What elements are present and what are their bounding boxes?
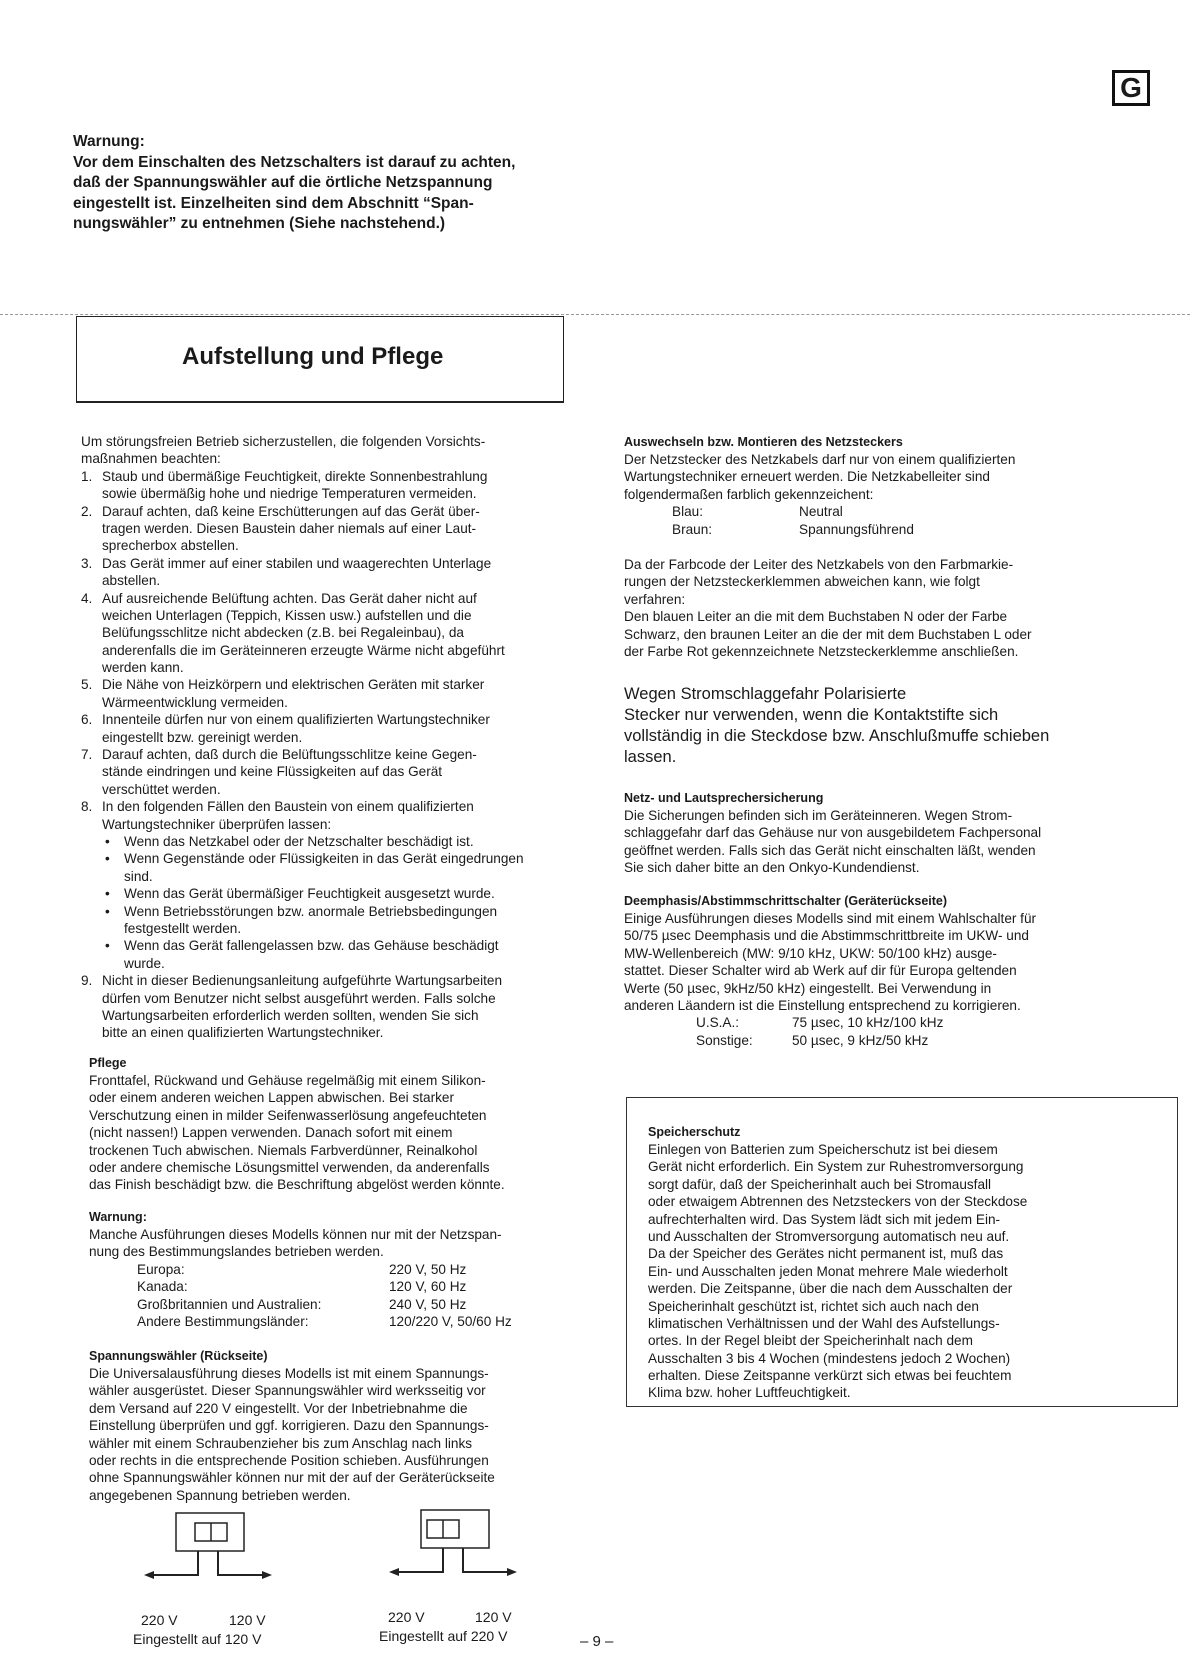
spannung-section [89,1347,495,1504]
line-text: Das Gerät immer auf einer stabilen und waagerechten Unterlage [102,555,492,571]
line-text: Wartungsarbeiten erforderlich werden sollten, wenden Sie sich [102,1007,479,1023]
list-number: 3. [81,555,93,571]
line-text: Nicht in dieser Bedienungsanleitung aufgeführte Wartungsarbeiten [102,973,503,989]
warnung-text [89,1226,502,1261]
line-text: 50/75 µsec Deemphasis und die Abstimmschrittbreite im UKW- und [624,928,1029,944]
text-line [89,1382,486,1399]
color-table [624,503,914,538]
color-row-label: Braun: [672,521,713,537]
line-text: Darauf achten, daß durch die Belüftungsschlitze keine Gegen- [102,747,477,763]
text-line [89,1487,351,1504]
list-number: 4. [81,590,93,606]
line-text: sind. [124,868,153,884]
list-number: 1. [81,468,93,484]
voltage-row-label: Europa: [137,1261,185,1277]
text-line [624,451,1016,468]
spannung-heading: Spannungswähler (Rückseite) [89,1349,268,1363]
line-text: Der Netzstecker des Netzkabels darf nur von einem qualifizierten [624,452,1016,467]
divider [0,314,1190,315]
text-line [624,927,1029,944]
line-text: das Finish beschädigt bzw. die Beschriftung abgelöst werden könnte. [89,1177,505,1193]
text-line [624,608,1008,625]
voltage-row [89,1296,467,1313]
stecker-text-2 [624,556,1032,660]
line-text: Wartungstechniker überprüfen lassen: [102,816,332,832]
deemphasis-section [624,892,1037,1049]
deemphasis-text [624,910,1037,1014]
diagram2-left-label: 220 V [388,1609,425,1625]
diagram2-caption: Eingestellt auf 220 V [379,1628,508,1644]
line-text: sprecherbox abstellen. [102,538,239,554]
text-line [89,1469,495,1486]
line-text: oder rechts in die entsprechende Position schieben. Ausführungen [89,1452,489,1468]
color-row-value: Spannungsführend [799,521,914,537]
selector-diagram-120v [144,1513,272,1579]
warnung-section [89,1208,512,1330]
line-text: wurde. [124,955,165,971]
line-text: oder andere chemische Lösungsmittel verwenden, da anderenfalls [89,1159,490,1175]
bullet-icon: • [105,903,110,919]
line-text: bitte an einen qualifizierten Wartungstechniker. [102,1025,384,1041]
pflege-text [89,1072,505,1194]
text-line [624,945,997,962]
bullet-icon: • [105,886,110,902]
text-line [648,1350,1011,1367]
color-row [624,503,903,520]
text-line [624,468,990,485]
line-text: verschüttet werden. [102,781,221,797]
text-line [89,1159,490,1176]
list-number: 9. [81,973,93,989]
text-line [648,1158,1024,1175]
line-text: folgendermaßen farblich gekennzeichent: [624,486,874,502]
voltage-row-value: 120/220 V, 50/60 Hz [389,1313,512,1329]
list-number: 5. [81,677,93,693]
line-text: rungen der Netzsteckerklemmen abweichen kann, wie folgt [624,574,980,590]
bullet-icon: • [105,833,110,849]
line-text: daß der Spannungswähler auf die örtliche Netzspannung [73,174,493,191]
line-text: Schwarz, den braunen Leiter an die der mit dem Buchstaben L oder [624,626,1032,642]
line-text: Einige Ausführungen dieses Modells sind mit einem Wahlschalter für [624,911,1037,926]
text-line [648,1280,1013,1297]
text-line [89,1365,489,1382]
line-text: Vor dem Einschalten des Netzschalters ist darauf zu achten, [73,153,516,171]
selector-diagram-220v [389,1510,517,1576]
text-line [624,626,1032,643]
line-text: Wärmeentwicklung vermeiden. [102,694,288,710]
line-text: wähler mit einem Schraubenzieher bis zum Anschlag nach links [89,1435,473,1451]
voltage-row-label: Kanada: [137,1279,188,1295]
line-text: Innenteile dürfen nur von einem qualifizierten Wartungstechniker [102,712,490,728]
line-text: Manche Ausführungen dieses Modells können nur mit der Netzspan- [89,1227,502,1242]
deemphasis-row-label: Sonstige: [696,1032,753,1048]
voltage-row-label: Großbritannien und Australien: [137,1296,322,1312]
text-line [648,1298,979,1315]
line-text: der Farbe Rot gekennzeichnete Netzsteckerklemme anschließen. [624,643,1019,659]
voltage-row-label: Andere Bestimmungsländer: [137,1313,309,1329]
line-text: trockenen Tuch abwischen. Niemals Farbverdünner, Reinalkohol [89,1142,478,1158]
text-line [624,859,920,876]
line-text: dem Versand auf 220 V eingestellt. Vor der Inbetriebnahme die [89,1400,468,1416]
line-text: Auf ausreichende Belüftung achten. Das Gerät daher nicht auf [102,590,477,606]
line-text: Werte (50 µsec, 9kHz/50 kHz) eingestellt. Bei Verwendung in [624,980,992,996]
text-line [648,1263,1008,1280]
list-number: 8. [81,799,93,815]
speicherschutz-section [648,1123,1028,1402]
line-text: Wenn das Gerät übermäßiger Feuchtigkeit ausgesetzt wurde. [124,886,495,902]
text-line [89,1226,502,1243]
line-text: stattet. Dieser Schalter wird ab Werk auf dir für Europa geltenden [624,963,1017,979]
line-text: Sie sich daher bitte an den Onkyo-Kundendienst. [624,860,920,876]
text-line [648,1141,998,1158]
color-row [624,521,914,538]
text-line [648,1245,1004,1262]
diagram1-caption: Eingestellt auf 120 V [133,1631,262,1647]
line-text: Wenn das Gerät fallengelassen bzw. das Gehäuse beschädigt [124,938,499,954]
line-text: geöffnet werden. Falls sich das Gerät nicht einschalten läßt, wenden [624,842,1036,858]
text-line [89,1089,454,1106]
line-text: abstellen. [102,573,161,589]
list-number: 7. [81,747,93,763]
line-text: Wenn Betriebsstörungen bzw. anormale Betriebsbedingungen [124,903,498,919]
line-text: vollständig in die Steckdose bzw. Anschlußmuffe schieben [624,727,1050,745]
line-text: und Ausschalten der Stromversorgung automatisch neu auf. [648,1228,1010,1244]
text-line [89,1107,487,1124]
voltage-row [89,1313,512,1330]
text-line [624,556,1014,573]
text-line [624,643,1019,660]
text-line [624,910,1037,927]
line-text: Um störungsfreien Betrieb sicherzustellen, die folgenden Vorsichts- [81,434,486,449]
deemphasis-heading: Deemphasis/Abstimmschrittschalter (Geräterückseite) [624,894,948,908]
line-text: Wenn das Netzkabel oder der Netzschalter beschädigt ist. [124,833,474,849]
voltage-table [89,1261,512,1331]
text-line [89,1400,468,1417]
line-text: klimatischen Verhältnissen und der Wahl des Aufstellungs- [648,1315,1000,1331]
stecker-heading: Auswechseln bzw. Montieren des Netzsteckers [624,435,903,449]
list-number: 6. [81,712,93,728]
line-text: Die Nähe von Heizkörpern und elektrischen Geräten mit starker [102,677,485,693]
stecker-section [624,433,1032,660]
bullet-icon: • [105,938,110,954]
line-text: anderenfalls die im Geräteinneren erzeugte Wärme nicht abgeführt [102,642,505,658]
list-number: 2. [81,503,93,519]
line-text: Gerät nicht erforderlich. Ein System zur Ruhestromversorgung [648,1159,1024,1175]
line-text: wähler ausgerüstet. Dieser Spannungswähler wird werksseitig vor [89,1383,486,1399]
line-text: anderen Läandern ist die Einstellung entsprechend zu korrigieren. [624,997,1021,1013]
line-text: Darauf achten, daß keine Erschütterungen auf das Gerät über- [102,503,480,519]
deemphasis-row [624,1032,947,1049]
stecker-text [624,451,1016,503]
line-text: ortes. In der Regel bleibt der Speicherinhalt nach dem [648,1333,973,1349]
line-text: ohne Spannungswähler können nur mit der auf der Geräterückseite [89,1470,495,1486]
text-line [89,1435,473,1452]
line-text: Stecker nur verwenden, wenn die Kontaktstifte sich [624,706,999,724]
deemphasis-table [624,1014,947,1049]
text-line [648,1211,1001,1228]
line-text: Wartungstechniker erneuert werden. Die Netzkabelleiter sind [624,469,990,485]
warnung-heading: Warnung: [89,1210,147,1224]
line-text: sorgt dafür, daß der Speicherinhalt auch bei Stromausfall [648,1176,992,1192]
text-line [624,980,992,997]
line-text: Die Sicherungen befinden sich im Geräteinneren. Wegen Strom- [624,808,1013,823]
text-line [89,1142,478,1159]
color-row-label: Blau: [672,504,703,520]
diagram2-right-label: 120 V [475,1609,512,1625]
line-text: Wegen Stromschlaggefahr Polarisierte [624,685,907,703]
text-line [89,1176,505,1193]
text-line [624,591,903,608]
line-text: In den folgenden Fällen den Baustein von einem qualifizierten [102,799,474,815]
text-line [89,1417,489,1434]
line-text: werden. Die Zeitspanne, über die nach dem Ausschalten der [648,1281,1013,1297]
spannung-text [89,1365,495,1504]
line-text: angegebenen Spannung betrieben werden. [89,1487,351,1503]
text-line [648,1193,1028,1210]
text-line [89,1072,486,1089]
text-line [648,1315,1000,1332]
speicherschutz-text [648,1141,1028,1402]
text-line [624,807,1013,824]
deemphasis-row-value: 75 µsec, 10 kHz/100 kHz [792,1015,944,1031]
line-text: tragen werden. Diesen Baustein daher niemals auf einer Laut- [102,520,477,536]
text-line [89,1124,453,1141]
line-text: Ausschalten 3 bis 4 Wochen (mindestens jedoch 2 Wochen) [648,1350,1011,1366]
text-line [624,842,1036,859]
voltage-selector-diagrams [140,1505,580,1580]
line-text: Belüfungsschlitze nicht abdecken (z.B. bei Regaleinbau), da [102,625,464,641]
line-text: erhalten. Diese Zeitspanne verkürzt sich etwas bei feuchtem [648,1368,1012,1384]
line-text: Verschutzung einen in milder Seifenwasserlösung angefeuchteten [89,1107,487,1123]
line-text: oder einem anderen weichen Lappen abwischen. Bei starker [89,1090,454,1106]
line-text: Einlegen von Batterien zum Speicherschutz ist bei diesem [648,1142,998,1157]
text-line [624,824,1042,841]
line-text: Die Universalausführung dieses Modells ist mit einem Spannungs- [89,1366,489,1381]
line-text: Speicherinhalt geschützt ist, richtet sich auch nach den [648,1298,979,1314]
line-text: werden kann. [102,660,184,676]
language-logo-g: G [1112,70,1150,106]
text-line [648,1332,973,1349]
line-text: Wenn Gegenstände oder Flüssigkeiten in das Gerät eingedrungen [124,851,524,867]
page-title: Aufstellung und Pflege [182,343,444,370]
page-number: – 9 – [580,1633,614,1650]
line-text: maßnahmen beachten: [81,451,221,467]
line-text: Klima bzw. hoher Luftfeuchtigkeit. [648,1385,851,1401]
line-text: eingestellt ist. Einzelheiten sind dem Abschnitt “Span- [73,194,474,212]
diagram1-left-label: 220 V [141,1612,178,1628]
line-text: Ein- und Ausschalten jeden Monat mehrere Male wiederholt [648,1263,1008,1279]
text-line [624,962,1017,979]
line-text: weichen Unterlagen (Teppich, Kissen usw.) aufstellen und die [102,607,472,623]
line-text: MW-Wellenbereich (MW: 9/10 kHz, UKW: 50/100 kHz) ausge- [624,945,997,961]
line-text: sowie übermäßig hohe und niedrige Temperaturen vermeiden. [102,486,477,502]
voltage-row [89,1278,467,1295]
sicherung-text [624,807,1042,877]
line-text: nungswähler” zu entnehmen (Siehe nachstehend.) [73,215,446,232]
pflege-heading: Pflege [89,1056,127,1070]
bullet-icon: • [105,851,110,867]
pflege-section [89,1054,505,1194]
text-line [89,1452,489,1469]
sicherung-heading: Netz- und Lautsprechersicherung [624,791,824,805]
line-text: aufrechterhalten wird. Das System lädt sich mit jedem Ein- [648,1211,1001,1227]
line-text: Warnung: [73,133,145,150]
deemphasis-row-value: 50 µsec, 9 kHz/50 kHz [792,1032,929,1048]
speicherschutz-heading: Speicherschutz [648,1125,741,1139]
line-text: lassen. [624,748,677,766]
color-row-value: Neutral [799,504,843,520]
line-text: stände eindringen und keine Flüssigkeiten auf das Gerät [102,764,443,780]
diagram1-right-label: 120 V [229,1612,266,1628]
line-text: oder etwaigem Abtrennen des Netzsteckers von der Steckdose [648,1194,1028,1210]
text-line [624,486,903,503]
text-line [624,997,1021,1014]
line-text: Den blauen Leiter an die mit dem Buchstaben N oder der Farbe [624,609,1008,625]
deemphasis-row [624,1014,947,1031]
voltage-row-value: 220 V, 50 Hz [389,1261,467,1277]
line-text: verfahren: [624,591,686,607]
line-text: schlaggefahr darf das Gehäuse nur von ausgebildetem Fachpersonal [624,825,1042,841]
line-text: Staub und übermäßige Feuchtigkeit, direkte Sonnenbestrahlung [102,468,488,484]
text-line [648,1176,992,1193]
line-text: Da der Farbcode der Leiter des Netzkabels von den Farbmarkie- [624,556,1014,572]
voltage-row-value: 120 V, 60 Hz [389,1279,467,1295]
line-text: nung des Bestimmungslandes betrieben werden. [89,1244,384,1260]
line-text: festgestellt werden. [124,920,242,936]
text-line [648,1228,1010,1245]
text-line [648,1384,851,1401]
text-line [648,1367,1012,1384]
voltage-row-value: 240 V, 50 Hz [389,1296,467,1312]
line-text: (nicht nassen!) Lappen verwenden. Danach sofort mit einem [89,1125,453,1141]
line-text: Da der Speicher des Gerätes nicht permanent ist, muß das [648,1246,1004,1262]
voltage-row [89,1261,467,1278]
title-box [76,316,564,403]
line-text: dürfen vom Benutzer nicht selbst ausgeführt werden. Falls solche [102,990,496,1006]
text-line [89,1243,384,1260]
line-text: Fronttafel, Rückwand und Gehäuse regelmäßig mit einem Silikon- [89,1073,486,1088]
deemphasis-row-label: U.S.A.: [696,1015,740,1031]
text-line [624,573,980,590]
line-text: Einstellung überprüfen und ggf. korrigieren. Dazu den Spannungs- [89,1418,489,1434]
sicherung-section [624,789,1042,877]
line-text: eingestellt bzw. gereinigt werden. [102,729,303,745]
